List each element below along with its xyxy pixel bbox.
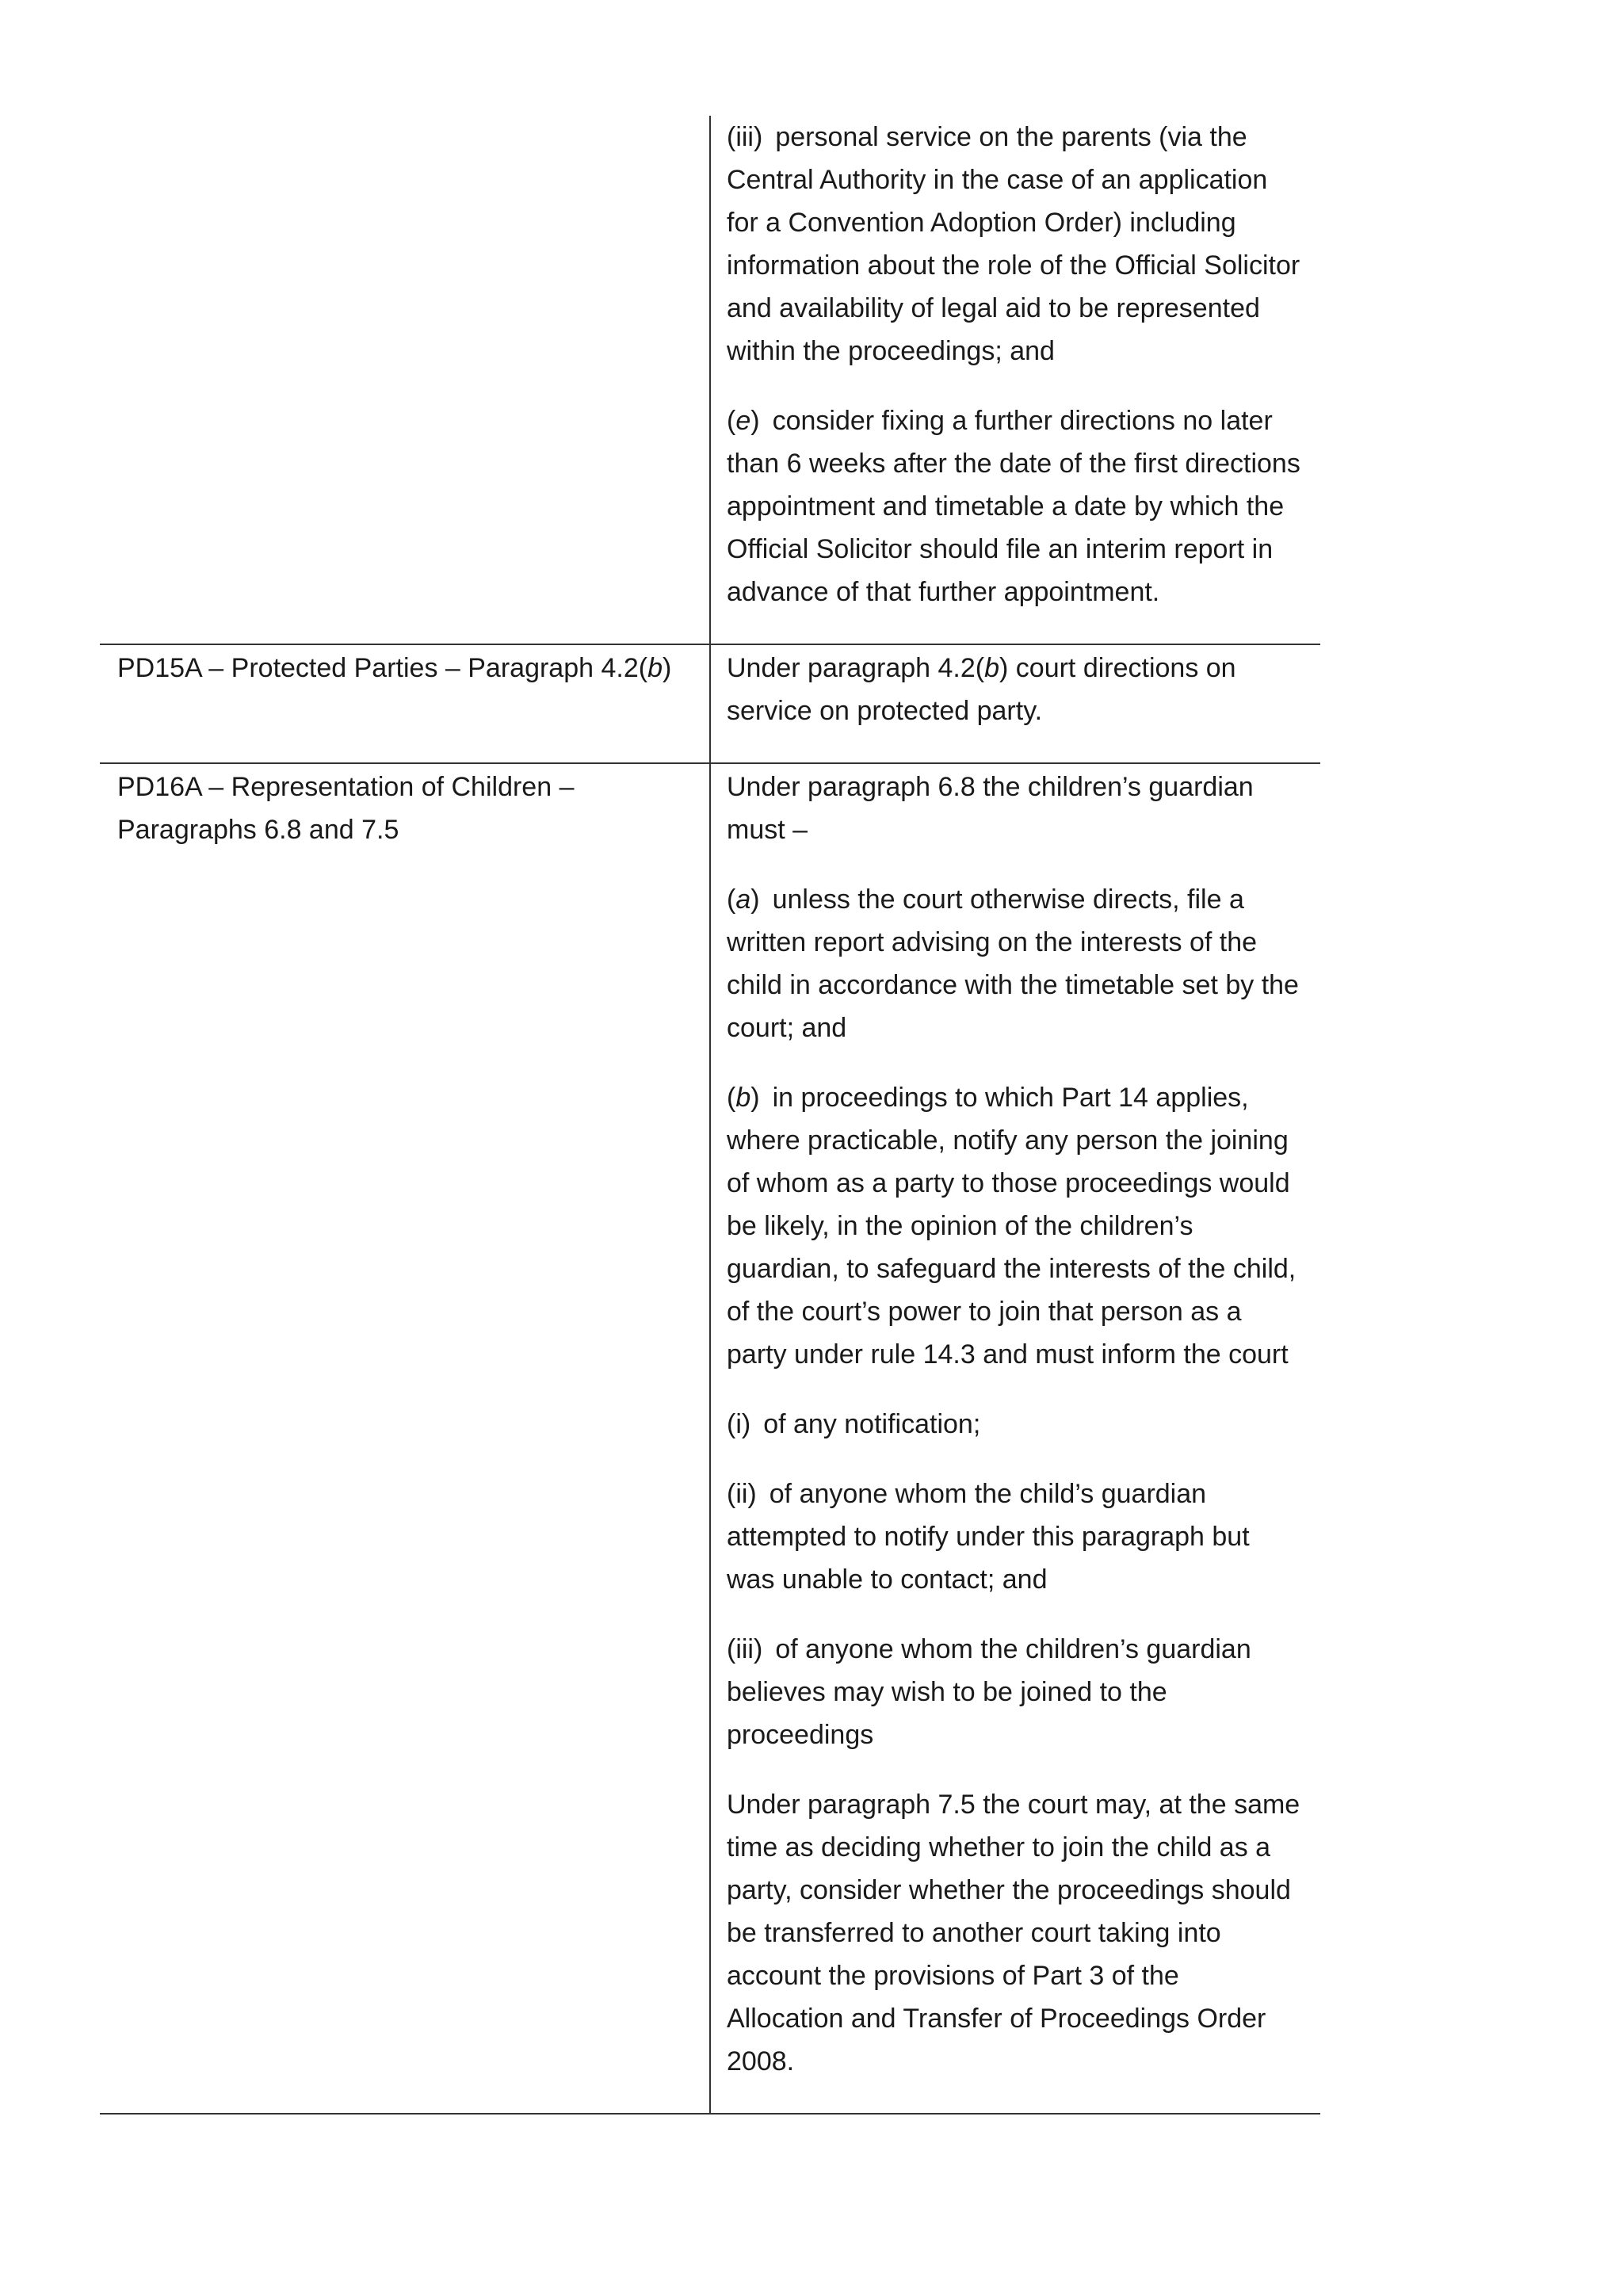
list-item	[727, 1628, 1301, 1756]
item-text: personal service on the parents (via the Central Authority in the case of an application for a Convention Adoption Order) including information about the role of the Official Solicitor and availability of legal aid to be represented within the proceedings; and	[727, 122, 1300, 366]
item-text: of anyone whom the child’s guardian attempted to notify under this paragraph but was unable to contact; and	[727, 1479, 1250, 1595]
item-text: of anyone whom the children’s guardian believes may wish to be joined to the proceedings	[727, 1634, 1251, 1750]
list-item	[727, 878, 1301, 1049]
item-marker: (a)	[727, 884, 760, 915]
row-heading: PD16A – Representation of Children – Paragraphs 6.8 and 7.5	[117, 772, 575, 845]
item-marker: (b)	[727, 1083, 760, 1113]
list-item	[727, 399, 1301, 613]
table-cell-left	[100, 116, 711, 644]
item-text: in proceedings to which Part 14 applies, where practicable, notify any person the joining of whom as a party to those proceedings would be likely, in the opinion of the children’s guardian, to safeguard the interests of the child, of the court’s power to join that person as a party under rule 14.3 and must inform the court	[727, 1083, 1296, 1370]
item-text: unless the court otherwise directs, file a written report advising on the interests of the child in accordance with the timetable set by the court; and	[727, 884, 1299, 1043]
list-item	[727, 116, 1301, 372]
table-cell-right	[711, 764, 1320, 2113]
cell-text: Under paragraph 7.5 the court may, at the same time as deciding whether to join the child as a party, consider whether the proceedings should be transferred to another court taking into account the provisions of Part 3 of the Allocation and Transfer of Proceedings Order 2008.	[727, 1790, 1300, 2076]
table-cell-left	[100, 764, 711, 2113]
item-text: of any notification;	[763, 1409, 981, 1439]
item-text: consider fixing a further directions no later than 6 weeks after the date of the first directions appointment and timetable a date by which the Official Solicitor should file an interim report in advance of that further appointment.	[727, 406, 1300, 607]
item-marker: (e)	[727, 406, 760, 436]
cell-text: Under paragraph 4.2(b) court directions on service on protected party.	[727, 653, 1236, 726]
item-marker: (ii)	[727, 1479, 757, 1509]
table-row	[100, 116, 1320, 644]
list-item	[727, 1076, 1301, 1376]
item-marker: (iii)	[727, 122, 763, 152]
cell-text: Under paragraph 6.8 the children’s guardian must –	[727, 772, 1254, 845]
item-marker: (iii)	[727, 1634, 763, 1664]
list-item	[727, 1473, 1301, 1601]
list-item	[727, 1403, 1301, 1446]
table-row	[100, 644, 1320, 762]
table-cell-left	[100, 645, 711, 762]
table-row	[100, 762, 1320, 2113]
table-bottom-border	[100, 2113, 1320, 2115]
item-marker: (i)	[727, 1409, 751, 1439]
directions-table	[100, 116, 1320, 2115]
row-heading: PD15A – Protected Parties – Paragraph 4.2(b)	[117, 653, 672, 683]
table-cell-right	[711, 116, 1320, 644]
table-cell-right	[711, 645, 1320, 762]
